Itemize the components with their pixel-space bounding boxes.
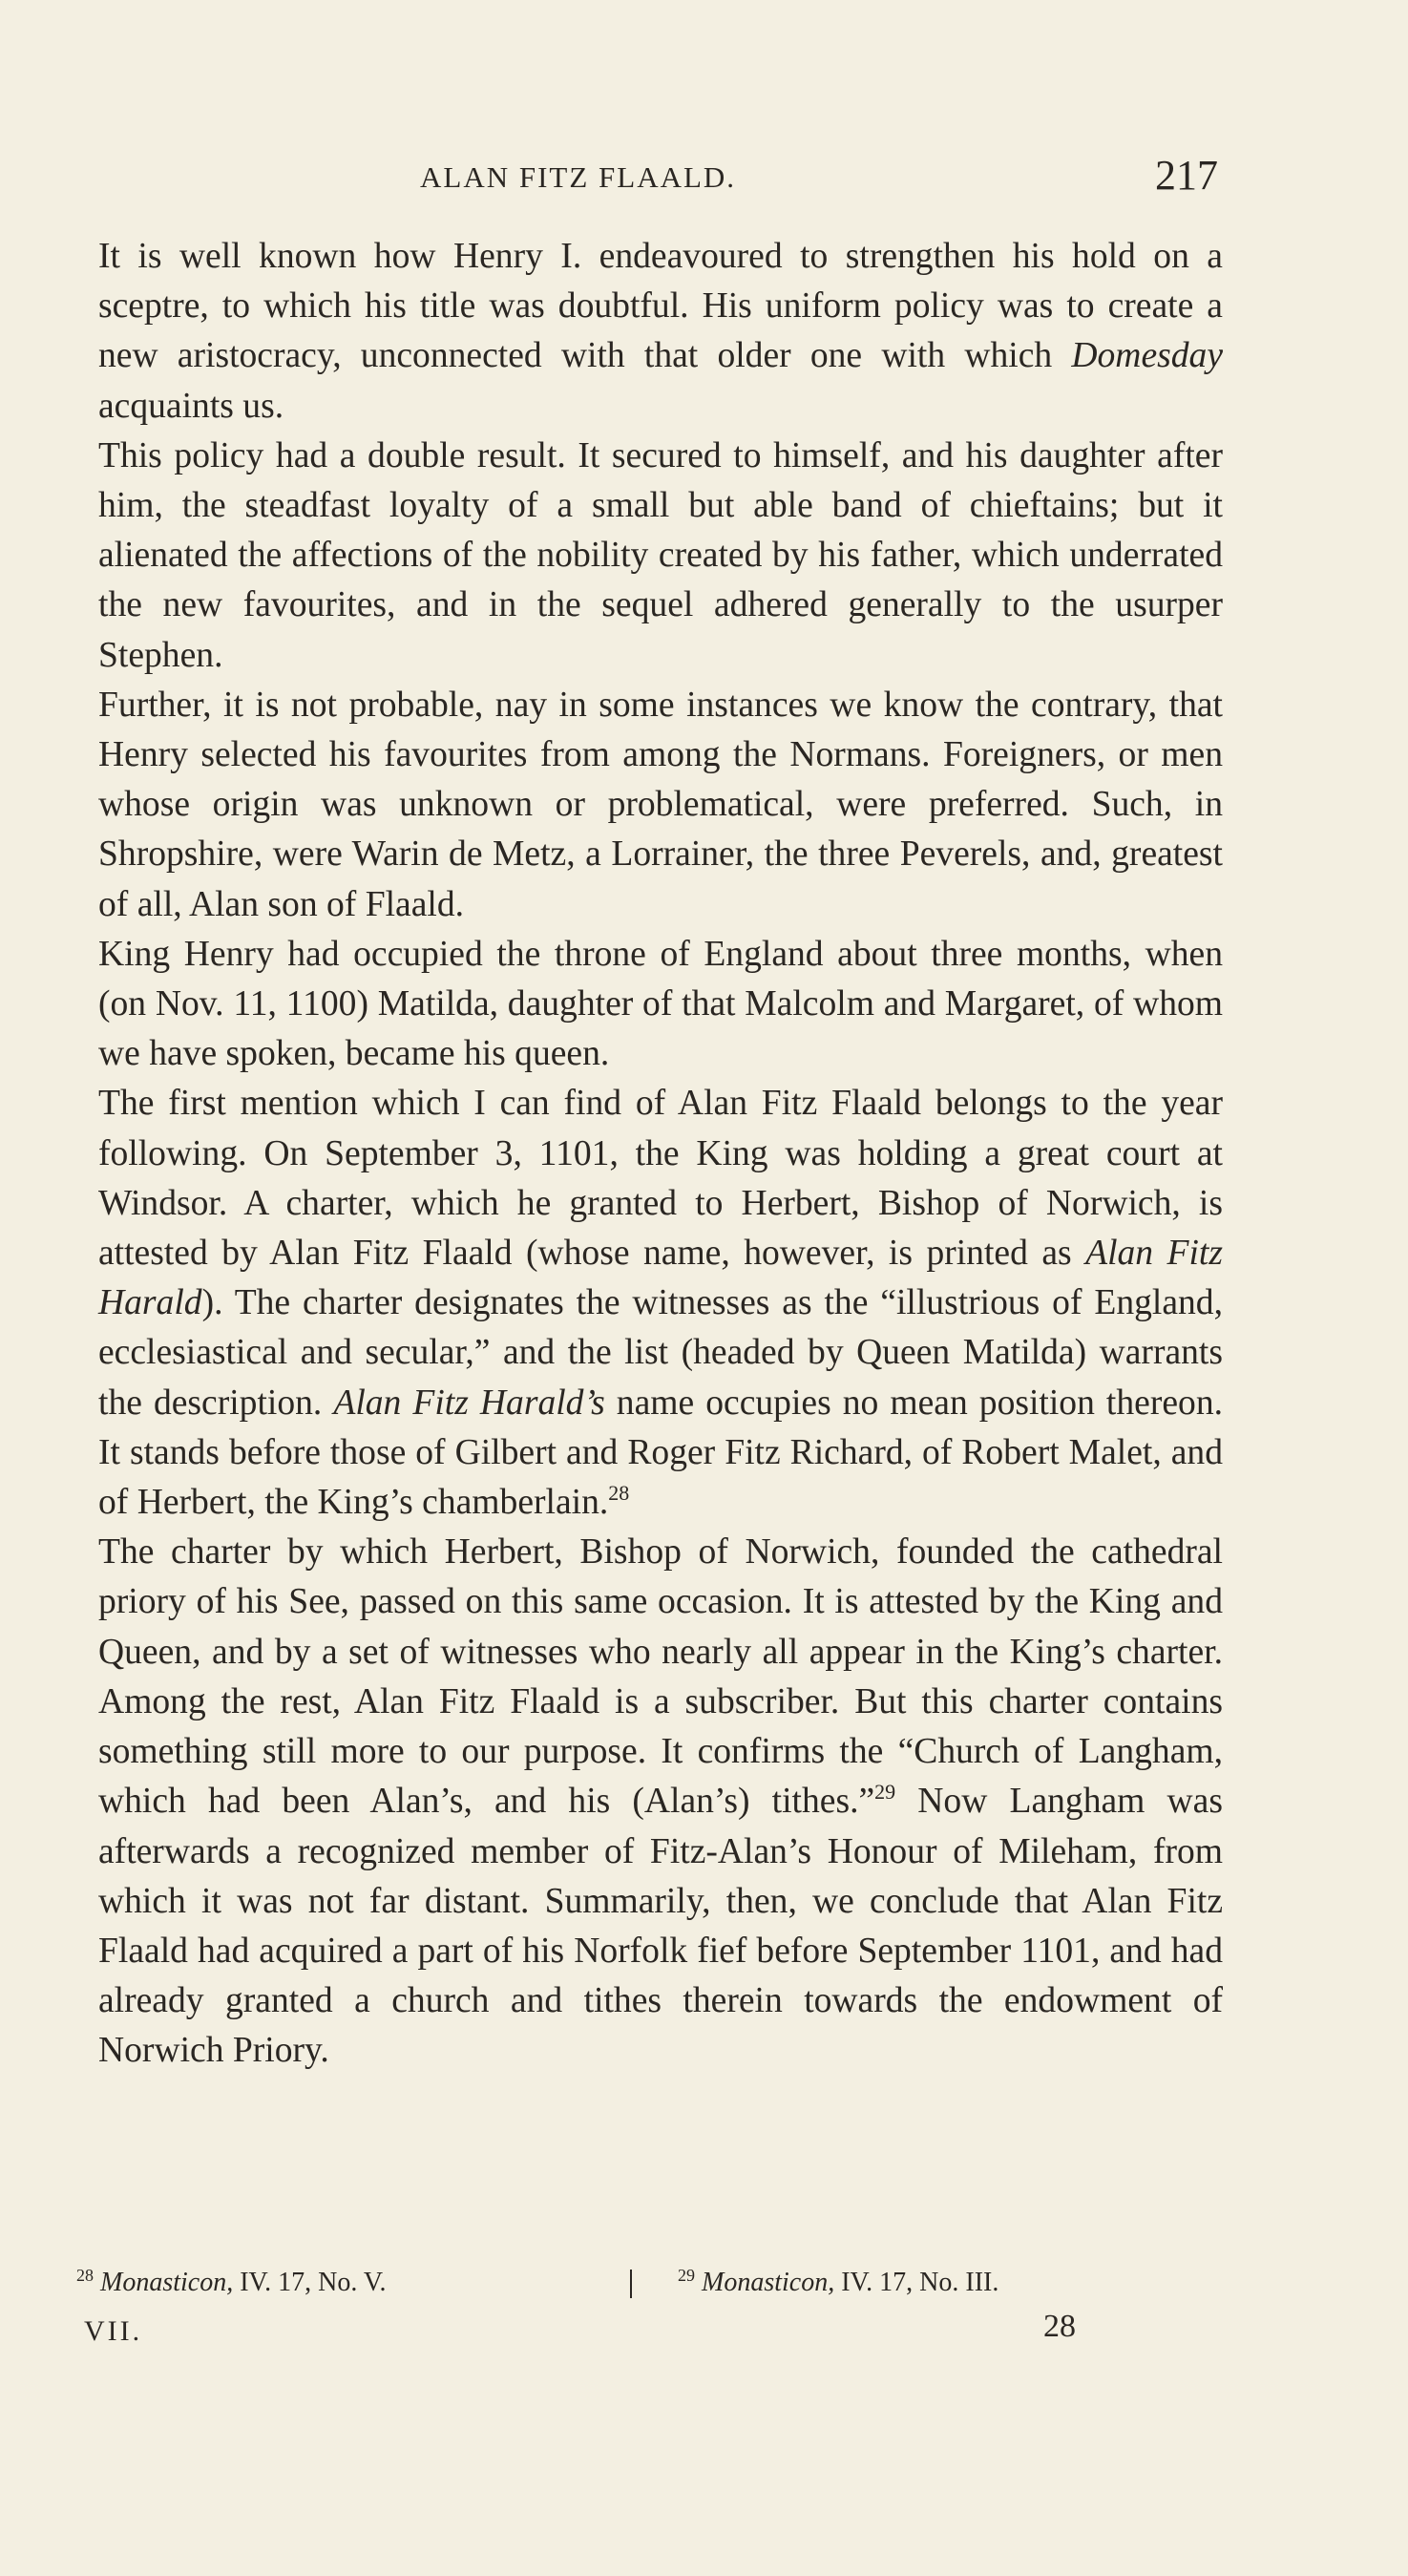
paragraph <box>98 232 1223 432</box>
italic-text: Alan Fitz Harald <box>98 1234 1223 1323</box>
footnote-28 <box>76 2268 386 2298</box>
paragraph <box>98 930 1223 1080</box>
footnote-29 <box>678 2268 998 2298</box>
footnote-number: 28 <box>76 2266 94 2285</box>
running-title: ALAN FITZ FLAALD. <box>420 160 737 194</box>
text-run: ). The charter designates the witnesses as the “illustrious of England, ecclesiastical and secular,” and the list (headed by Queen Matilda) warrants the description. <box>98 1283 1223 1423</box>
paragraph <box>98 432 1223 681</box>
text-run: acquaints us. <box>98 386 284 426</box>
footnote-source: Monasticon, <box>702 2268 835 2297</box>
text-run: Now Langham was afterwards a recognized member of Fitz-Alan’s Honour of Mileham, from which it was not far distant. Summarily, then, we conclude that Alan Fitz Flaald had acquired a part of his Norfolk fief before September 1101, and had already granted a church and tithes therein towards the endowment of Norwich Priory. <box>98 1782 1223 2071</box>
sheet-number: 28 <box>1043 2309 1076 2344</box>
text-run: name occupies no mean position thereon. It stands before those of Gilbert and Roger Fitz Richard, of Robert Malet, and of Herbert, the King’s chamberlain. <box>98 1383 1223 1523</box>
italic-text: Alan Fitz Harald’s <box>333 1383 605 1423</box>
footnote-marker: 29 <box>874 1780 896 1805</box>
footnote-reference: IV. 17, No. III. <box>834 2268 999 2297</box>
paragraph <box>98 1528 1223 2076</box>
footnote-number: 29 <box>678 2266 695 2285</box>
footnote-source: Monasticon, <box>100 2268 234 2297</box>
body-text <box>98 232 1223 2077</box>
italic-text: Domesday <box>1071 336 1223 376</box>
paragraph <box>98 681 1223 930</box>
text-run: King Henry had occupied the throne of England about three months, when (on Nov. 11, 1100) Matilda, daughter of that Malcolm and Margaret, of whom we have spoken, became his queen. <box>98 934 1223 1074</box>
page-number: 217 <box>1155 152 1218 199</box>
text-run: The first mention which I can find of Alan Fitz Flaald belongs to the year following. On September 3, 1101, the King was holding a great court at Windsor. A charter, which he granted to Herbert, Bishop of Norwich, is attested by Alan Fitz Flaald (whose name, however, is printed as <box>98 1084 1223 1274</box>
signature-mark: VII. <box>84 2315 143 2347</box>
text-run: The charter by which Herbert, Bishop of Norwich, founded the cathedral priory of his See, passed on this same occasion. It is attested by the King and Queen, and by a set of witnesses who nearly all appear in the King’s charter. Among the rest, Alan Fitz Flaald is a subscriber. But this charter contains something still more to our purpose. It confirms the “Church of Langham, which had been Alan’s, and his (Alan’s) tithes.” <box>98 1532 1223 1822</box>
footnote-marker: 28 <box>608 1481 630 1506</box>
footnote-divider <box>630 2270 632 2298</box>
text-run: It is well known how Henry I. endeavoured to strengthen his hold on a sceptre, to which his title was doubtful. His uniform policy was to create a new aristocracy, unconnected with that older one with which <box>98 237 1223 376</box>
footnote-reference: IV. 17, No. V. <box>233 2268 387 2297</box>
text-run: This policy had a double result. It secured to himself, and his daughter after him, the steadfast loyalty of a small but able band of chieftains; but it alienated the affections of the nobility created by his father, which underrated the new favourites, and in the sequel adhered generally to the usurper Stephen. <box>98 435 1223 675</box>
paragraph <box>98 1079 1223 1528</box>
page-header <box>0 153 1408 201</box>
text-run: Further, it is not probable, nay in some instances we know the contrary, that Henry selected his favourites from among the Normans. Foreigners, or men whose origin was unknown or problematical, were preferred. Such, in Shropshire, were Warin de Metz, a Lorrainer, the three Peverels, and, greatest of all, Alan son of Flaald. <box>98 685 1223 924</box>
